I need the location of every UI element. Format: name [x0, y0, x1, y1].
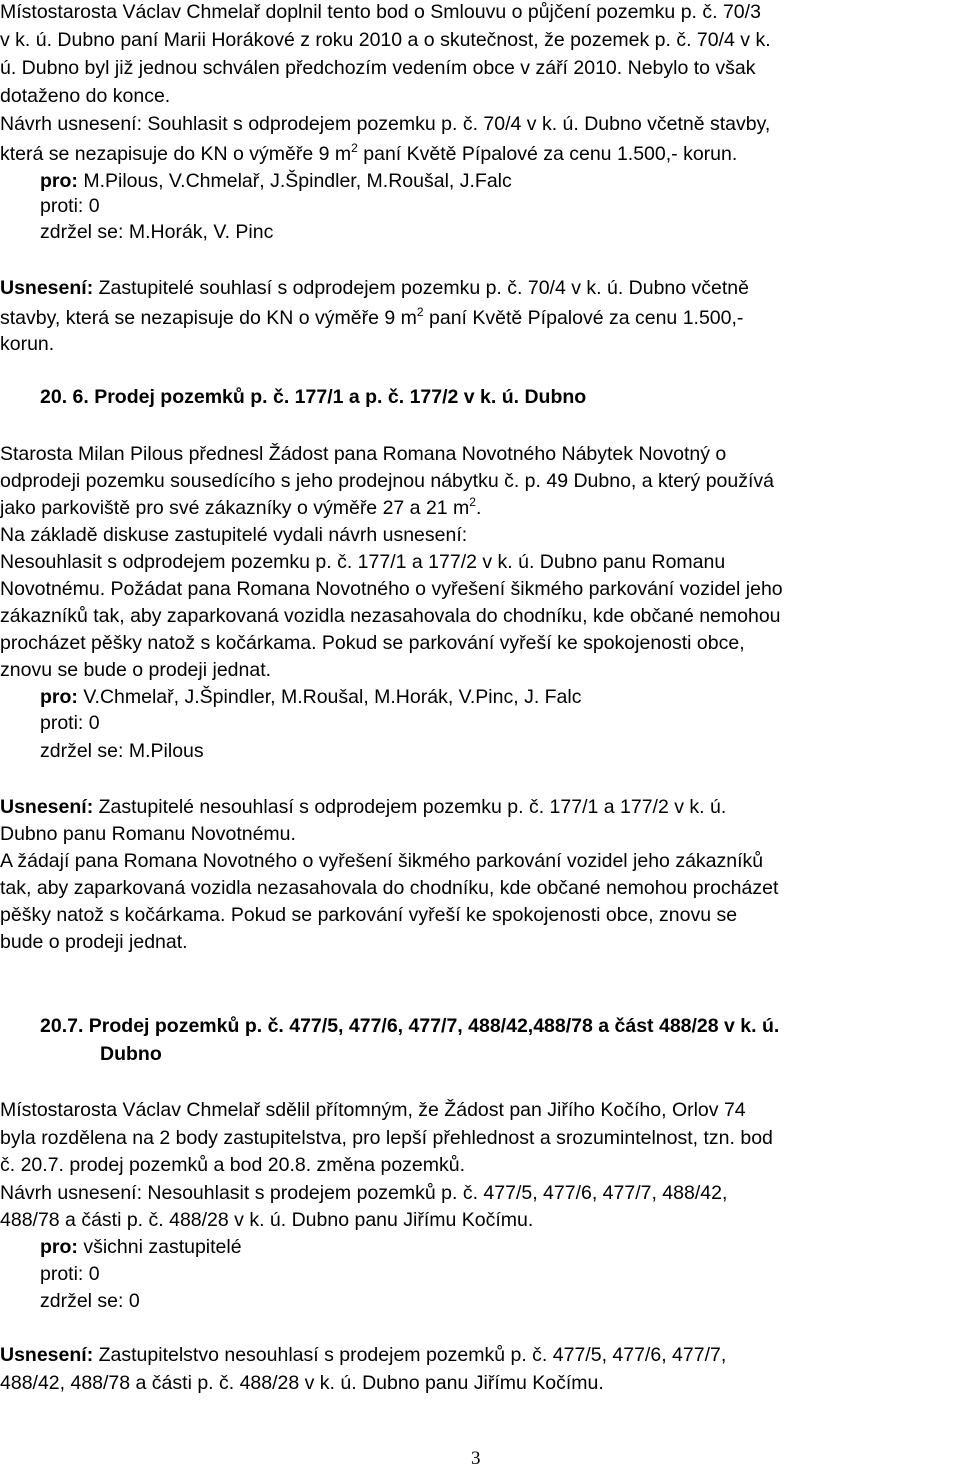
paragraph-line: ú. Dubno byl již jednou schválen předchozím vedením obce v září 2010. Nebylo to však: [0, 57, 756, 79]
vote-abstain: zdržel se: M.Horák, V. Pinc: [40, 221, 274, 243]
proposal-line: Návrh usnesení: Souhlasit s odprodejem pozemku p. č. 70/4 v k. ú. Dubno včetně stavby,: [0, 113, 771, 135]
paragraph-line: [0, 496, 481, 520]
proposal-line: Nesouhlasit s odprodejem pozemku p. č. 177/1 a 177/2 v k. ú. Dubno panu Romanu: [0, 551, 726, 573]
resolution-line: 488/42, 488/78 a části p. č. 488/28 v k. ú. Dubno panu Jiřímu Kočímu.: [0, 1372, 604, 1394]
resolution-label: Usnesení:: [0, 1344, 94, 1366]
resolution-text: Zastupitelé souhlasí s odprodejem pozemku p. č. 70/4 v k. ú. Dubno včetně: [93, 277, 749, 299]
superscript: 2: [351, 140, 358, 155]
resolution-line: [0, 1343, 726, 1367]
vote-for-label: pro:: [40, 170, 78, 192]
vote-abstain: zdržel se: M.Pilous: [40, 740, 204, 762]
text-run: paní Květě Pípalové za cenu 1.500,- korun.: [357, 143, 738, 165]
resolution-label: Usnesení:: [0, 277, 94, 299]
section-heading: 20.7. Prodej pozemků p. č. 477/5, 477/6, 477/7, 488/42,488/78 a část 488/28 v k. ú.: [40, 1015, 780, 1037]
superscript: 2: [416, 304, 424, 319]
paragraph-line: v k. ú. Dubno paní Marii Horákové z roku 2010 a o skutečnost, že pozemek p. č. 70/4 v k.: [0, 29, 771, 51]
page-number: 3: [471, 1448, 481, 1469]
section-heading: 20. 6. Prodej pozemků p. č. 177/1 a p. č. 177/2 v k. ú. Dubno: [40, 386, 587, 408]
paragraph-line: Starosta Milan Pilous přednesl Žádost pana Romana Novotného Nábytek Novotný o: [0, 443, 727, 465]
paragraph-line: Místostarosta Václav Chmelař doplnil tento bod o Smlouvu o půjčení pozemku p. č. 70/3: [0, 1, 761, 23]
proposal-line: Novotnému. Požádat pana Romana Novotného o vyřešení šikmého parkování vozidel jeho: [0, 578, 783, 600]
resolution-label: Usnesení:: [0, 796, 94, 818]
resolution-line: A žádají pana Romana Novotného o vyřešení šikmého parkování vozidel jeho zákazníků: [0, 850, 764, 872]
superscript: 2: [469, 494, 476, 509]
text-run: která se nezapisuje do KN o výměře 9 m: [0, 143, 352, 165]
vote-for-label: pro:: [40, 686, 78, 708]
text-run: .: [475, 497, 482, 519]
resolution-line: pěšky natož s kočárkama. Pokud se parkování vyřeší ke spokojenosti obce, znovu se: [0, 904, 738, 926]
vote-against: proti: 0: [40, 1263, 100, 1285]
vote-against: proti: 0: [40, 195, 100, 217]
vote-abstain: zdržel se: 0: [40, 1290, 140, 1312]
resolution-line: bude o prodeji jednat.: [0, 931, 188, 953]
vote-for-names: V.Chmelař, J.Špindler, M.Roušal, M.Horák, V.Pinc, J. Falc: [77, 686, 582, 708]
vote-for: [40, 169, 512, 193]
section-heading-cont: Dubno: [100, 1043, 162, 1065]
vote-for-names: M.Pilous, V.Chmelař, J.Špindler, M.Roušal, J.Falc: [77, 170, 512, 192]
proposal-line: [0, 142, 737, 166]
vote-for: [40, 1235, 242, 1259]
proposal-line: procházet pěšky natož s kočárkama. Pokud se parkování vyřeší ke spokojenosti obce,: [0, 632, 745, 654]
resolution-line: [0, 306, 743, 330]
paragraph-line: odprodeji pozemku sousedícího s jeho prodejnou nábytku č. p. 49 Dubno, a který používá: [0, 470, 774, 492]
paragraph-line: byla rozdělena na 2 body zastupitelstva, pro lepší přehlednost a srozumintelnost, tzn. bod: [0, 1127, 773, 1149]
vote-for-names: všichni zastupitelé: [77, 1236, 242, 1258]
resolution-text: Zastupitelé nesouhlasí s odprodejem pozemku p. č. 177/1 a 177/2 v k. ú.: [93, 796, 727, 818]
resolution-line: [0, 276, 749, 300]
resolution-line: Dubno panu Romanu Novotnému.: [0, 823, 296, 845]
proposal-line: znovu se bude o prodeji jednat.: [0, 659, 272, 681]
paragraph-line: Místostarosta Václav Chmelař sdělil přítomným, že Žádost pan Jiřího Kočího, Orlov 74: [0, 1099, 746, 1121]
proposal-line: Návrh usnesení: Nesouhlasit s prodejem pozemků p. č. 477/5, 477/6, 477/7, 488/42,: [0, 1182, 728, 1204]
resolution-line: korun.: [0, 333, 55, 355]
paragraph-line: č. 20.7. prodej pozemků a bod 20.8. změna pozemků.: [0, 1154, 466, 1176]
vote-against: proti: 0: [40, 712, 100, 734]
vote-for: [40, 685, 582, 709]
proposal-line: zákazníků tak, aby zaparkovaná vozidla nezasahovala do chodníku, kde občané nemohou: [0, 605, 781, 627]
resolution-line: tak, aby zaparkovaná vozidla nezasahovala do chodníku, kde občané nemohou procházet: [0, 877, 779, 899]
resolution-line: [0, 795, 726, 819]
paragraph-line: dotaženo do konce.: [0, 85, 171, 107]
resolution-text: Zastupitelstvo nesouhlasí s prodejem pozemků p. č. 477/5, 477/6, 477/7,: [93, 1344, 727, 1366]
proposal-line: 488/78 a části p. č. 488/28 v k. ú. Dubno panu Jiřímu Kočímu.: [0, 1209, 534, 1231]
text-run: paní Květě Pípalové za cenu 1.500,-: [423, 307, 744, 329]
text-run: stavby, která se nezapisuje do KN o výměře 9 m: [0, 307, 417, 329]
text-run: jako parkoviště pro své zákazníky o výměře 27 a 21 m: [0, 497, 470, 519]
paragraph-line: Na základě diskuse zastupitelé vydali návrh usnesení:: [0, 524, 468, 546]
vote-for-label: pro:: [40, 1236, 78, 1258]
